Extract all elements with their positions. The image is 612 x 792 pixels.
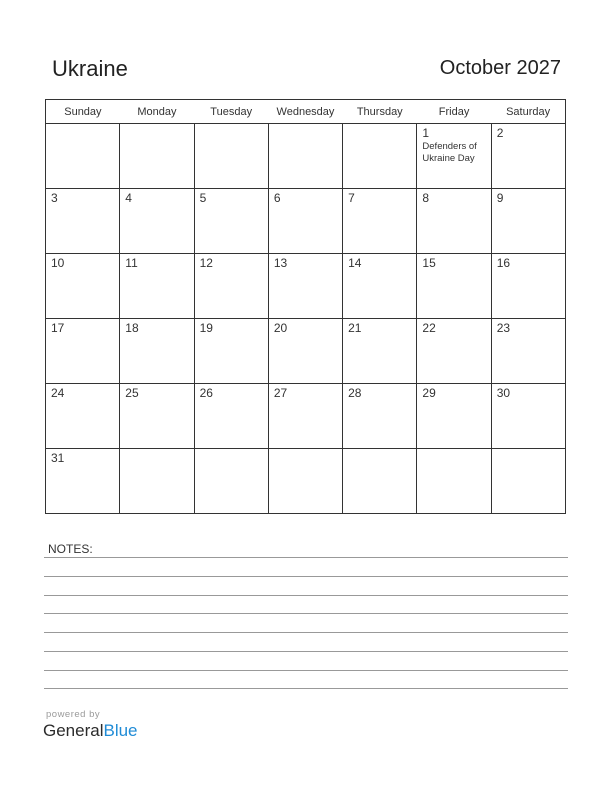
notes-line <box>44 651 568 652</box>
day-cell <box>194 449 268 514</box>
day-number: 23 <box>496 321 511 335</box>
day-number: 14 <box>348 256 362 270</box>
day-number: 4 <box>125 191 132 205</box>
day-number: 2 <box>496 126 504 140</box>
day-cell <box>343 384 417 449</box>
day-number: 9 <box>496 191 504 205</box>
day-cell <box>417 124 491 189</box>
weekday-thursday: Thursday <box>343 100 417 124</box>
day-cell <box>120 449 194 514</box>
day-cell <box>268 189 342 254</box>
day-cell <box>417 254 491 319</box>
weekday-monday: Monday <box>120 100 194 124</box>
week-row <box>46 319 566 384</box>
weekday-wednesday: Wednesday <box>268 100 342 124</box>
day-cell <box>491 254 565 319</box>
day-number: 12 <box>199 256 213 270</box>
day-number: 11 <box>125 256 138 270</box>
day-cell <box>417 319 491 384</box>
day-number: 13 <box>273 256 288 270</box>
country-title: Ukraine <box>52 56 128 81</box>
week-row <box>46 254 566 319</box>
day-cell <box>194 254 268 319</box>
day-cell <box>194 319 268 384</box>
weekday-tuesday: Tuesday <box>194 100 268 124</box>
calendar-grid <box>45 99 566 514</box>
day-cell <box>491 384 565 449</box>
day-cell <box>46 254 120 319</box>
day-cell <box>268 449 342 514</box>
day-cell <box>343 254 417 319</box>
day-number: 24 <box>51 386 65 400</box>
day-cell <box>343 124 417 189</box>
day-cell <box>46 189 120 254</box>
day-number: 16 <box>496 256 511 270</box>
day-cell <box>343 449 417 514</box>
weekday-sunday: Sunday <box>46 100 120 124</box>
notes-line <box>44 595 568 596</box>
weekday-friday: Friday <box>417 100 491 124</box>
day-cell <box>417 189 491 254</box>
day-number: 8 <box>422 191 430 205</box>
day-number: 6 <box>273 191 281 205</box>
day-cell <box>343 319 417 384</box>
day-cell <box>268 319 342 384</box>
day-number: 7 <box>348 191 355 205</box>
day-number: 30 <box>496 386 511 400</box>
day-cell <box>491 124 565 189</box>
day-cell <box>120 124 194 189</box>
day-cell <box>120 319 194 384</box>
notes-line <box>44 576 568 577</box>
week-row <box>46 449 566 514</box>
day-cell <box>194 124 268 189</box>
day-cell <box>194 189 268 254</box>
notes-label: NOTES: <box>48 542 93 556</box>
notes-line <box>44 613 568 614</box>
notes-line <box>44 670 568 671</box>
day-number: 22 <box>422 321 436 335</box>
weekday-header-row <box>46 100 566 124</box>
day-cell <box>46 319 120 384</box>
day-cell <box>491 189 565 254</box>
day-number: 29 <box>422 386 436 400</box>
month-year-title: October 2027 <box>439 57 561 79</box>
day-cell <box>194 384 268 449</box>
day-number: 21 <box>348 321 362 335</box>
holiday-event: Defenders of Ukraine Day <box>422 141 477 164</box>
brand-general: General <box>43 721 104 740</box>
day-number: 5 <box>199 191 207 205</box>
day-number: 10 <box>51 256 65 270</box>
day-cell <box>417 449 491 514</box>
day-number: 3 <box>51 191 58 205</box>
notes-line <box>44 557 568 558</box>
day-number: 17 <box>51 321 65 335</box>
powered-by-text: powered by <box>46 709 101 720</box>
day-number: 18 <box>125 321 139 335</box>
day-number: 31 <box>51 451 65 465</box>
day-cell <box>120 254 194 319</box>
day-number: 25 <box>125 386 139 400</box>
day-cell <box>491 449 565 514</box>
day-cell <box>120 384 194 449</box>
week-row <box>46 384 566 449</box>
day-number: 28 <box>348 386 362 400</box>
brand-blue: Blue <box>103 721 138 740</box>
day-cell <box>46 449 120 514</box>
brand-logo <box>43 721 138 741</box>
weekday-saturday: Saturday <box>491 100 565 124</box>
day-cell <box>417 384 491 449</box>
day-number: 15 <box>422 256 436 270</box>
day-number: 19 <box>199 321 213 335</box>
day-cell <box>120 189 194 254</box>
notes-line <box>44 632 568 633</box>
day-cell <box>268 254 342 319</box>
notes-line <box>44 688 568 689</box>
day-number: 26 <box>199 386 213 400</box>
day-number: 27 <box>273 386 288 400</box>
day-cell <box>491 319 565 384</box>
day-cell <box>343 189 417 254</box>
day-cell <box>268 384 342 449</box>
day-number: 20 <box>273 321 288 335</box>
day-cell <box>46 384 120 449</box>
day-cell <box>268 124 342 189</box>
day-number: 1 <box>422 126 430 140</box>
day-cell <box>46 124 120 189</box>
week-row <box>46 189 566 254</box>
week-row <box>46 124 566 189</box>
